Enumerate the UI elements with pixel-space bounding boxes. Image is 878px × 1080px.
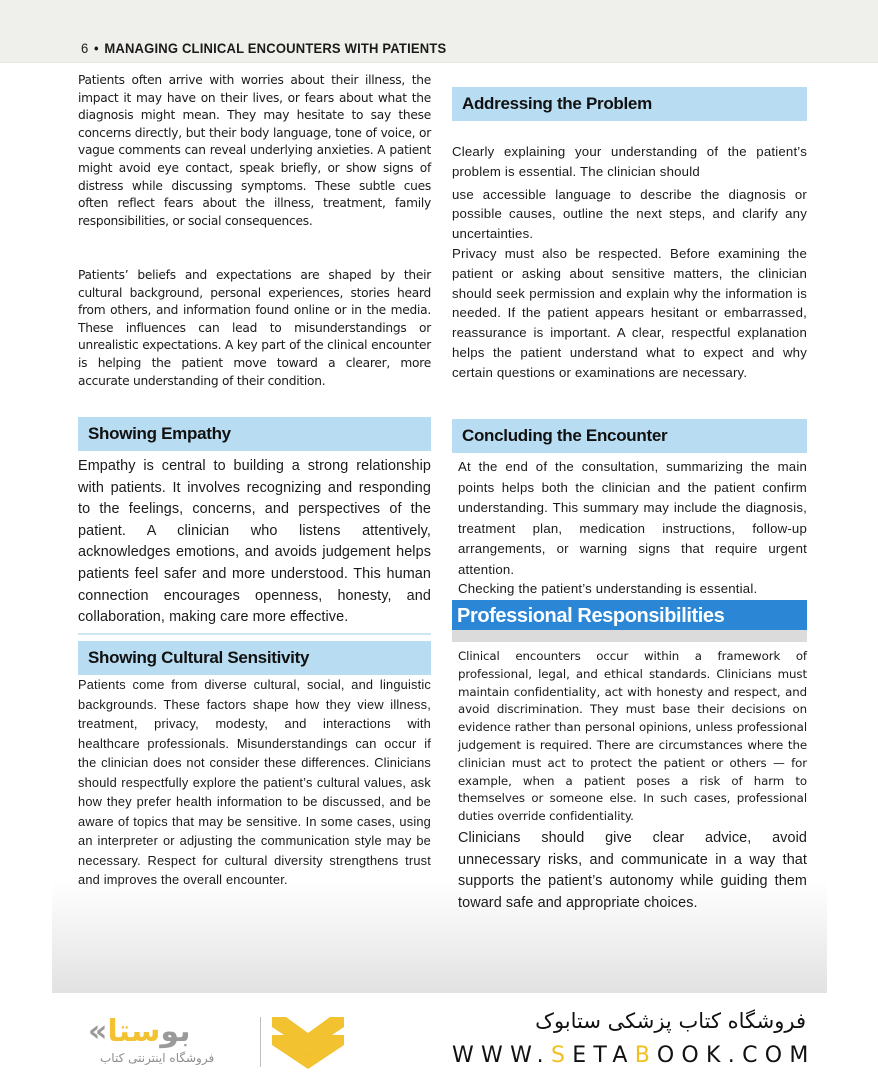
section-paragraph: Clinical encounters occur within a framework of professional, legal, and ethical standards. Clinicians must maintain confidentiality, act with honesty and respect, and avoid discrimination. They must base their decisions on evidence rather than personal opinions, unless professional judgement is required. There are circumstances where the clinician must act to protect the patient or others — for example, when a patient poses a risk of harm to themselves or someone else. In such cases, professional duties override confidentiality. [458, 649, 807, 824]
section-heading-underbar [452, 630, 807, 642]
setabook-logo [88, 1011, 348, 1073]
section-divider [78, 633, 431, 635]
section-cultural-sensitivity [78, 641, 431, 890]
section-professional-responsibilities [452, 600, 807, 914]
section-paragraph: Checking the patient’s understanding is essential. [458, 581, 758, 596]
store-name-persian: فروشگاه کتاب پزشکی ستابوک [535, 1009, 806, 1033]
chapter-title: MANAGING CLINICAL ENCOUNTERS WITH PATIENTS [104, 40, 447, 56]
logo-divider [260, 1017, 261, 1067]
store-url[interactable] [452, 1043, 816, 1068]
section-heading: Addressing the Problem [452, 87, 807, 121]
url-part: WWW. [452, 1043, 551, 1068]
section-heading: Showing Cultural Sensitivity [78, 641, 431, 675]
section-paragraph: Clinicians should give clear advice, avoid unnecessary risks, and communicate in a way that supports the patient’s autonomy while guiding them toward safe and appropriate choices. [458, 829, 807, 911]
section-showing-empathy [78, 417, 431, 635]
running-header [0, 0, 878, 63]
section-paragraph: Clearly explaining your understanding of the patient’s problem is essential. The clinician should [452, 144, 807, 179]
chevron-emblem-icon [272, 1013, 344, 1071]
section-heading: Concluding the Encounter [452, 419, 807, 453]
section-heading: Showing Empathy [78, 417, 431, 451]
url-part: OOK.COM [656, 1043, 816, 1068]
section-paragraph: Empathy is central to building a strong relationship with patients. It involves recognizing and responding to the feelings, concerns, and perspectives of the patient. A clinician who listens attentively, acknowledges emotions, and avoids judgement helps patients feel safer and more understood. This human connection encourages openness, honesty, and collaboration, making care more effective. [78, 458, 431, 626]
url-part: ETA [572, 1043, 635, 1068]
intro-paragraph: Patients’ beliefs and expectations are shaped by their cultural background, personal experiences, stories heard from others, and information found online or in the media. These influences can lead to misunderstandings or unrealistic expectations. A key part of the clinical encounter is helping the patient move toward a clearer, more accurate understanding of their condition. [78, 268, 431, 388]
logo-wordmark [88, 1015, 190, 1049]
logo-subtitle: فروشگاه اینترنتی کتاب [100, 1051, 215, 1065]
section-heading: Professional Responsibilities [452, 600, 807, 630]
section-concluding-encounter [452, 419, 807, 602]
running-header-text [81, 40, 446, 56]
footer-banner [0, 993, 878, 1080]
section-paragraph: Privacy must also be respected. Before examining the patient or asking about sensitive matters, the clinician should seek permission and explain why the information is needed. If the patient appears hesitant or embarrassed, reassurance is important. A clear, respectful explanation helps the patient understand what to expect and why certain questions or examinations are necessary. [452, 245, 807, 380]
intro-paragraph: Patients often arrive with worries about their illness, the impact it may have on their lives, or fears about what the diagnosis might mean. They may hesitate to say these concerns directly, but their body language, tone of voice, or vague comments can reveal underlying anxieties. A patient might avoid eye contact, speak briefly, or show signs of distress while discussing symptoms. These subtle cues often reflect fears about the illness, treatment, family responsibilities, or social consequences. [78, 73, 431, 228]
section-paragraph: use accessible language to describe the diagnosis or possible causes, outline the next steps, and clarify any uncertainties. [452, 186, 807, 242]
url-part-highlight: B [634, 1043, 657, 1068]
logo-word-yellow: ستا [107, 1014, 161, 1049]
logo-word-gray: «بو [88, 1014, 191, 1049]
section-paragraph: Patients come from diverse cultural, social, and linguistic backgrounds. These factors shape how they view illness, treatment, privacy, modesty, and interactions with healthcare professionals. Misunderstandings can occur if the clinician does not consider these differences. Clinicians should respectfully explore the patient’s cultural values, ask how they prefer health information to be discussed, and be aware of topics that may be sensitive. In some cases, using an interpreter or adjusting the communication style may be necessary. Respect for cultural diversity strengthens trust and improves the overall encounter. [78, 677, 431, 887]
page-content [52, 63, 827, 993]
url-part-highlight: S [550, 1043, 573, 1068]
section-paragraph: At the end of the consultation, summarizing the main points helps both the clinician and the patient confirm understanding. This summary may include the diagnosis, treatment plan, medication instructions, follow-up arrangements, or warning signs that require urgent attention. [458, 459, 807, 577]
page-number: 6 [81, 40, 89, 56]
header-bullet: • [94, 40, 99, 56]
section-addressing-problem [452, 87, 807, 383]
